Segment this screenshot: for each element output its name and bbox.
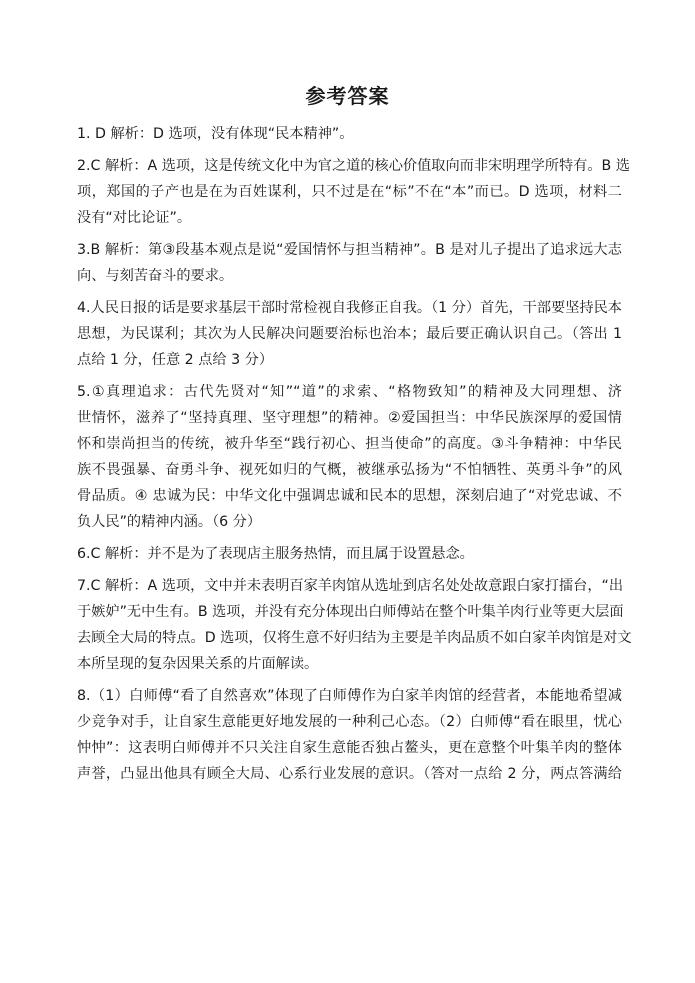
answer-line: 少竞争对手，让自家生意能更好地发展的一种利己心态。（2）白师傅“看在眼里，忧心: [77, 714, 622, 730]
answer-item-5: [77, 379, 622, 535]
answer-item-2: [77, 153, 630, 231]
answer-line: 族不畏强暴、奋勇斗争、视死如归的气概，被继承弘扬为“不怕牺牲、英勇斗争”的风: [77, 462, 622, 478]
answer-list: [77, 121, 632, 787]
answer-item-6: [77, 541, 622, 567]
answer-line: 项，郑国的子产也是在为百姓谋利，只不过是在“标”不在“本”而已。D 选项，材料二: [77, 184, 622, 200]
answer-line: 1. D 解析：D 选项，没有体现“民本精神”。: [77, 126, 354, 142]
answer-line: 8.（1）白师傅“看了自然喜欢”体现了白师傅作为白家羊肉馆的经营者，本能地希望减: [77, 688, 622, 704]
answer-item-7: [77, 573, 632, 677]
answer-line: 本所呈现的复杂因果关系的片面解读。: [77, 656, 319, 672]
answer-line: 去顾全大局的特点。D 选项，仅将生意不好归结为主要是羊肉品质不如白家羊肉馆是对文: [77, 630, 632, 646]
answer-item-4: [77, 295, 622, 373]
answer-line: 骨品质。④ 忠诚为民：中华文化中强调忠诚和民本的思想，深刻启迪了“对党忠诚、不: [77, 488, 622, 504]
answer-line: 6.C 解析：并不是为了表现店主服务热情，而且属于设置悬念。: [77, 546, 474, 562]
answer-item-1: [77, 121, 622, 147]
answer-line: 声誉，凸显出他具有顾全大局、心系行业发展的意识。（答对一点给 2 分，两点答满给: [77, 766, 622, 782]
answer-line: 点给 1 分，任意 2 点给 3 分）: [77, 352, 274, 368]
answer-line: 5.①真理追求：古代先贤对“知”“道”的求索、“格物致知”的精神及大同理想、济: [77, 384, 622, 400]
answer-line: 4.人民日报的话是要求基层干部时常检视自我修正自我。（1 分）首先，干部要坚持民本: [77, 300, 622, 316]
page-title: 参考答案: [305, 84, 390, 108]
answer-line: 负人民”的精神内涵。（6 分）: [77, 514, 262, 530]
answer-line: 没有“对比论证”。: [77, 210, 192, 226]
answer-item-3: [77, 237, 622, 289]
answer-line: 2.C 解析：A 选项，这是传统文化中为官之道的核心价值取向而非宋明理学所特有。B 选: [77, 158, 630, 174]
answer-line: 向、与刻苦奋斗的要求。: [77, 268, 234, 284]
answer-line: 怀和崇尚担当的传统，被升华至“践行初心、担当使命”的高度。③斗争精神：中华民: [77, 436, 622, 452]
answer-line: 忡忡”：这表明白师傅并不只关注自家生意能否独占鳌头，更在意整个叶集羊肉的整体: [77, 740, 622, 756]
answer-item-8: [77, 683, 622, 787]
answer-line: 于嫉妒”无中生有。B 选项，并没有充分体现出白师傅站在整个叶集羊肉行业等更大层面: [77, 604, 624, 620]
answer-line: 3.B 解析：第③段基本观点是说“爱国情怀与担当精神”。B 是对儿子提出了追求远大志: [77, 242, 622, 258]
answer-line: 世情怀，滋养了“坚持真理、坚守理想”的精神。②爱国担当：中华民族深厚的爱国情: [77, 410, 622, 426]
answer-line: 7.C 解析：A 选项，文中并未表明百家羊肉馆从选址到店名处处故意跟白家打擂台，“出: [77, 578, 624, 594]
answer-line: 思想，为民谋利；其次为人民解决问题要治标也治本；最后要正确认识自己。（答出 1: [77, 326, 622, 342]
